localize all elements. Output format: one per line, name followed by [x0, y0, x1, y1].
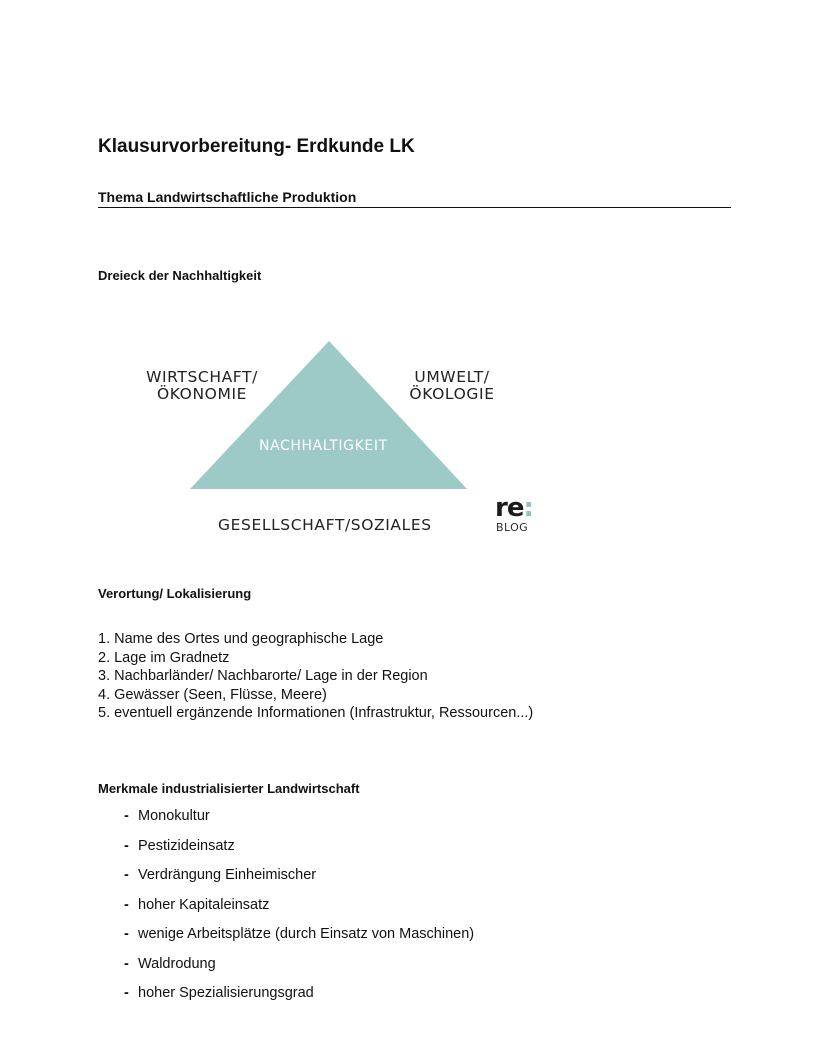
- dash-bullet: -: [124, 955, 129, 972]
- section-heading-verortung: Verortung/ Lokalisierung: [98, 586, 252, 601]
- label-wirtschaft-line1: WIRTSCHAFT/: [146, 368, 258, 386]
- sustainability-triangle: [190, 341, 467, 489]
- list-item: 2. Lage im Gradnetz: [98, 649, 230, 666]
- logo-re-text: re: [495, 493, 524, 523]
- list-item: [124, 954, 474, 984]
- dash-bullet: -: [124, 896, 129, 913]
- dash-bullet: -: [124, 837, 129, 854]
- list-item: [124, 983, 474, 1013]
- logo-colon: :: [523, 493, 533, 523]
- section-heading-dreieck: Dreieck der Nachhaltigkeit: [98, 268, 262, 283]
- merkmale-list: [124, 806, 474, 1013]
- list-item: 4. Gewässer (Seen, Flüsse, Meere): [98, 686, 327, 703]
- label-umwelt-line2: ÖKOLOGIE: [409, 385, 495, 403]
- list-item: [124, 806, 474, 836]
- logo-blog-text: BLOG: [496, 521, 529, 534]
- list-item: [124, 924, 474, 954]
- list-item: 3. Nachbarländer/ Nachbarorte/ Lage in der Region: [98, 668, 428, 684]
- list-item-text: hoher Spezialisierungsgrad: [138, 985, 314, 1001]
- reblog-logo: [495, 495, 533, 521]
- triangle-center-label: NACHHALTIGKEIT: [259, 438, 388, 454]
- list-item-text: Verdrängung Einheimischer: [138, 867, 317, 883]
- list-item-text: wenige Arbeitsplätze (durch Einsatz von Maschinen): [138, 926, 475, 942]
- list-item: [124, 865, 474, 895]
- document-title: Klausurvorbereitung- Erdkunde LK: [98, 136, 415, 157]
- list-item: [124, 895, 474, 925]
- list-item: 1. Name des Ortes und geographische Lage: [98, 631, 384, 647]
- list-item: 5. eventuell ergänzende Informationen (Infrastruktur, Ressourcen...): [98, 705, 534, 721]
- label-umwelt-line1: UMWELT/: [414, 368, 490, 386]
- triangle-label-gesellschaft: GESELLSCHAFT/SOZIALES: [218, 516, 432, 534]
- list-item-text: Monokultur: [138, 808, 210, 824]
- list-item-text: hoher Kapitaleinsatz: [138, 896, 270, 913]
- verortung-list: [98, 630, 533, 723]
- dash-bullet: -: [124, 926, 129, 942]
- section-heading-merkmale: Merkmale industrialisierter Landwirtschaft: [98, 781, 360, 796]
- list-item: [124, 836, 474, 866]
- dash-bullet: -: [124, 808, 129, 824]
- document-subtitle: Thema Landwirtschaftliche Produktion: [98, 189, 357, 205]
- triangle-label-wirtschaft: [140, 369, 264, 403]
- list-item-text: Pestizideinsatz: [138, 837, 235, 854]
- list-item-text: Waldrodung: [138, 955, 216, 972]
- triangle-label-umwelt: [398, 369, 506, 403]
- dash-bullet: -: [124, 985, 129, 1001]
- dash-bullet: -: [124, 867, 129, 883]
- label-wirtschaft-line2: ÖKONOMIE: [156, 385, 248, 403]
